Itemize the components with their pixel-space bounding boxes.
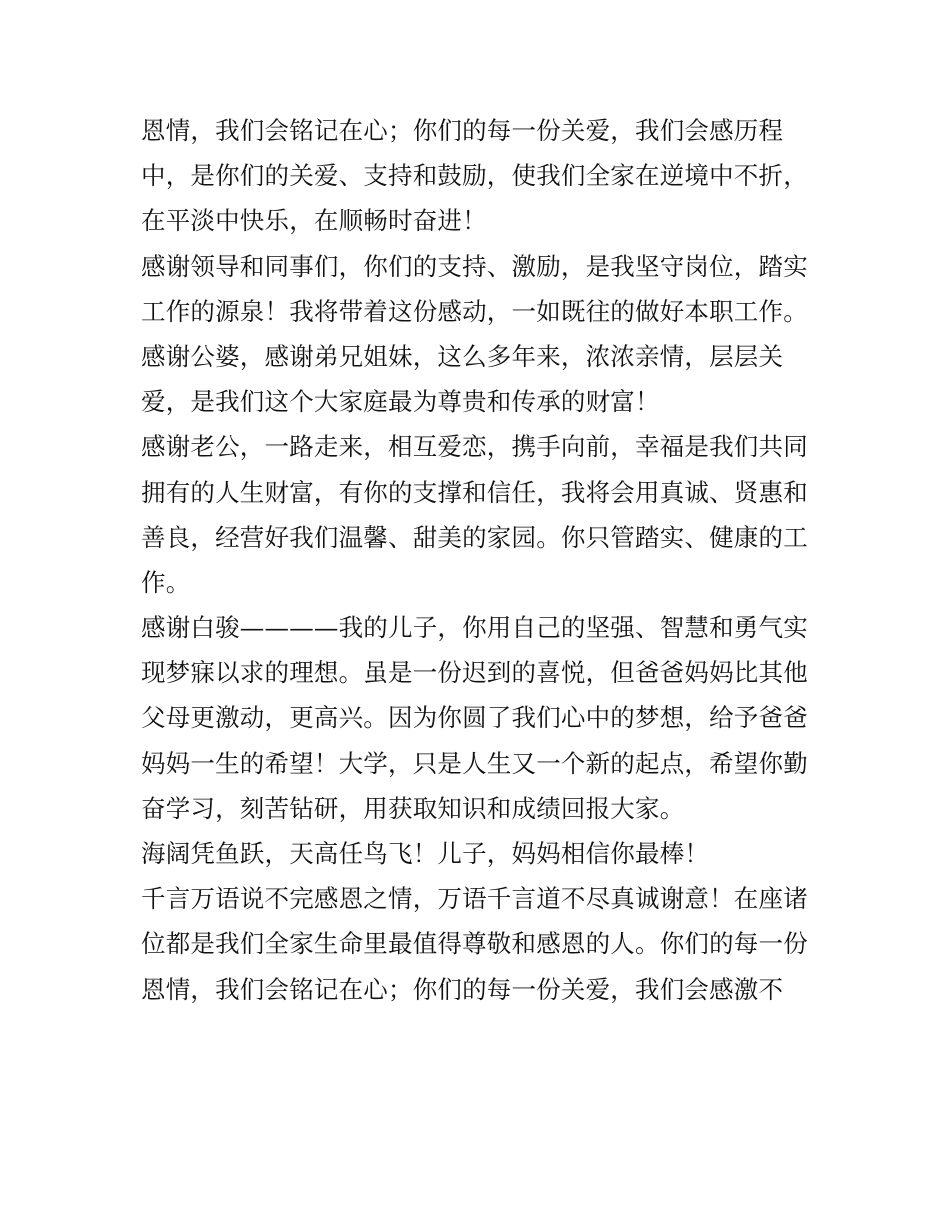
text-line: 妈妈一生的希望！大学，只是人生又一个新的起点，希望你勤 <box>141 748 808 778</box>
text-line: 爱，是我们这个大家庭最为尊贵和传承的财富！ <box>141 387 660 417</box>
text-line: 感谢老公，一路走来，相互爱恋，携手向前，幸福是我们共同 <box>141 432 808 462</box>
text-line: 工作的源泉！我将带着这份感动，一如既往的做好本职工作。 <box>141 296 808 326</box>
text-line: 海阔凭鱼跃，天高任鸟飞！儿子，妈妈相信你最棒！ <box>141 839 710 868</box>
text-line: 感谢白骏————我的儿子，你用自己的坚强、智慧和勇气实 <box>141 613 808 643</box>
text-line: 位都是我们全家生命里最值得尊敬和感恩的人。你们的每一份 <box>141 929 808 959</box>
text-line: 恩情，我们会铭记在心；你们的每一份关爱，我们会感历程 <box>141 116 784 145</box>
text-line: 千言万语说不完感恩之情，万语千言道不尽真诚谢意！在座诸 <box>141 884 808 914</box>
text-line: 拥有的人生财富，有你的支撑和信任，我将会用真诚、贤惠和 <box>141 477 808 507</box>
text-line: 恩情，我们会铭记在心；你们的每一份关爱，我们会感激不 <box>141 974 784 1004</box>
text-line: 奋学习，刻苦钻研，用获取知识和成绩回报大家。 <box>141 793 685 823</box>
text-line: 作。 <box>141 567 191 597</box>
text-line: 中，是你们的关爱、支持和鼓励，使我们全家在逆境中不折， <box>141 161 808 191</box>
text-line: 在平淡中快乐，在顺畅时奋进！ <box>141 206 487 236</box>
text-line: 父母更激动，更高兴。因为你圆了我们心中的梦想，给予爸爸 <box>141 703 808 733</box>
text-line: 感谢领导和同事们，你们的支持、激励，是我坚守岗位，踏实 <box>141 251 808 281</box>
text-line: 善良，经营好我们温馨、甜美的家园。你只管踏实、健康的工 <box>141 522 808 552</box>
document-body-text <box>141 108 821 1012</box>
text-line: 感谢公婆，感谢弟兄姐妹，这么多年来，浓浓亲情，层层关 <box>141 341 784 371</box>
text-line: 现梦寐以求的理想。虽是一份迟到的喜悦，但爸爸妈妈比其他 <box>141 658 808 688</box>
